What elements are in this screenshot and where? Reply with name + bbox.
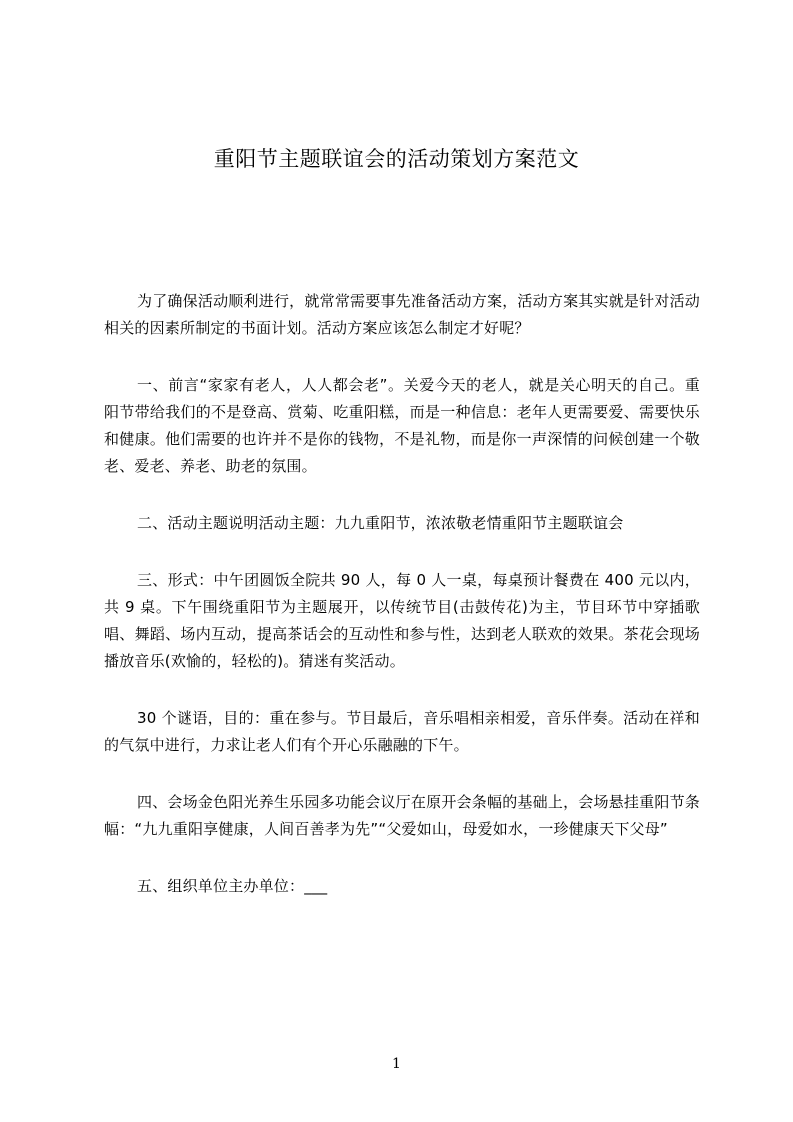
paragraph-theme: 二、活动主题说明活动主题：九九重阳节，浓浓敬老情重阳节主题联谊会	[137, 514, 624, 532]
paragraph-format: 三、形式：中午团圆饭全院共 90 人，每 0 人一桌，每桌预计餐费在 400 元以内，共 9 桌。下午围绕重阳节为主题展开，以传统节目(击鼓传花)为主，节目环节中穿插歌唱、舞蹈、场内互动，提高茶话会的互动性和参与性，达到老人联欢的效果。茶花会现场播放音乐(欢愉的，轻松的)。猜迷有奖活动。	[104, 571, 700, 670]
paragraph-venue: 四、会场金色阳光养生乐园多功能会议厅在原开会条幅的基础上，会场悬挂重阳节条幅：“九九重阳享健康，人间百善孝为先”“父爱如山，母爱如水，一珍健康天下父母”	[104, 793, 700, 838]
document-body	[104, 288, 700, 930]
page-number: 1	[392, 1056, 401, 1072]
paragraph-intro: 为了确保活动顺利进行，就常常需要事先准备活动方案，活动方案其实就是针对活动相关的因素所制定的书面计划。活动方案应该怎么制定才好呢？	[104, 292, 700, 337]
paragraph-riddles: 30 个谜语，目的：重在参与。节目最后，音乐唱相亲相爱，音乐伴奏。活动在祥和的气氛中进行，力求让老人们有个开心乐融融的下午。	[104, 709, 700, 754]
paragraph-organizer: 五、组织单位主办单位：___	[137, 877, 328, 895]
document-title: 重阳节主题联谊会的活动策划方案范文	[213, 147, 580, 171]
paragraph-preface: 一、前言“家家有老人，人人都会老”。关爱今天的老人，就是关心明天的自己。重阳节带给我们的不是登高、赏菊、吃重阳糕，而是一种信息：老年人更需要爱、需要快乐和健康。他们需要的也许并不是你的钱物，不是礼物，而是你一声深情的问候创建一个敬老、爱老、养老、助老的氛围。	[104, 376, 700, 475]
